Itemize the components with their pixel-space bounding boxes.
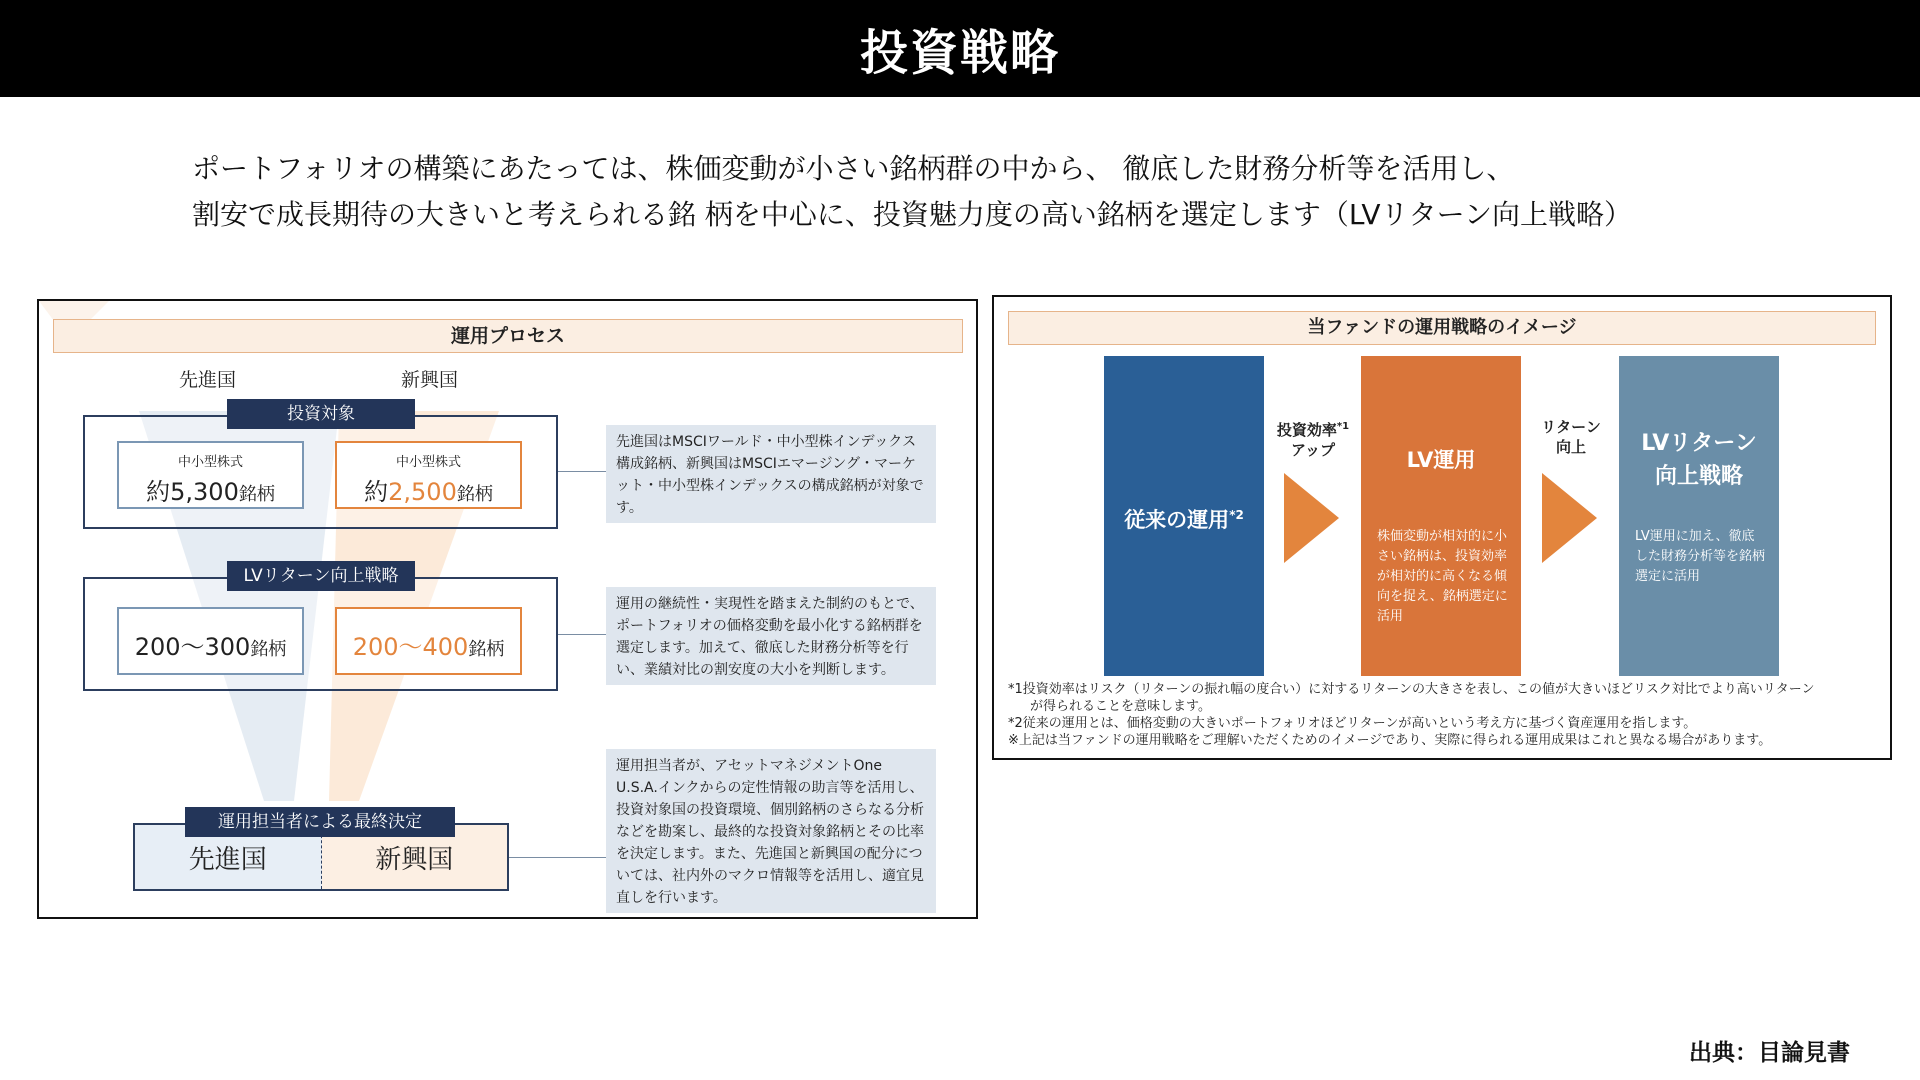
final-decision-desc: 運用担当者が、アセットマネジメントOne U.S.A.インクからの定性情報の助言等を活用し、投資対象国の投資環境、個別銘柄のさらなる分析などを勘案し、最終的な投資対象銘柄とその比率を決定します。また、先進国と新興国の配分については、社内外のマクロ情報等を活用し、適宜見直しを行います。 [606,749,936,913]
arrow-right-icon [1284,473,1339,563]
footnote-1b: が得られることを意味します。 [1030,699,1211,714]
footnote-2: *2従来の運用とは、価格変動の大きいポートフォリオほどリターンが高いという考え方に基づく資産運用を指します。 [1008,716,1697,731]
emerging-lv-box [335,607,522,675]
return-label-line2: 向上 [1555,438,1586,456]
emerging-label: 新興国 [401,369,459,391]
investment-target-tab: 投資対象 [227,399,415,429]
lv-return-column [1619,356,1779,676]
developed-target-count [119,472,302,507]
emerging-target-count [337,472,520,507]
intro-text [192,146,1842,238]
return-up-label [1526,417,1616,457]
emerging-target-type: 中小型株式 [395,455,461,470]
developed-label: 先進国 [179,369,237,391]
final-developed: 先進国 [135,825,322,889]
emerging-value: 2,500 [388,478,457,506]
footnotes [1008,681,1888,749]
arrow-right-icon [1542,473,1597,563]
efficiency-label-line2: アップ [1291,441,1335,459]
emerging-target-box [335,441,522,509]
connector-line [509,857,606,858]
emerging-lv-unit: 銘柄 [468,639,505,660]
source-label: 出典：目論見書 [1689,1040,1850,1066]
developed-prefix: 約 [146,478,171,506]
lv-return-title-1: LVリターン [1641,431,1757,456]
title-bar [0,0,1920,97]
footnote-1a: *1投資効率はリスク（リターンの振れ幅の度合い）に対するリターンの大きさを表し、この値が大きいほどリスク対比でより高いリターン [1008,682,1815,697]
lv-strategy-desc: 運用の継続性・実現性を踏まえた制約のもとで、ポートフォリオの価格変動を最小化する銘柄群を選定します。加えて、徹底した財務分析等を行い、業績対比の割安度の大小を判断します。 [606,587,936,685]
efficiency-label-text: 投資効率 [1276,421,1337,439]
developed-unit: 銘柄 [238,484,275,505]
traditional-column [1104,356,1264,676]
intro-line-2: 割安で成長期待の大きいと考えられる銘 柄を中心に、投資魅力度の高い銘柄を選定します（LVリターン向上戦略） [192,198,1633,231]
emerging-unit: 銘柄 [456,484,493,505]
emerging-prefix: 約 [364,478,389,506]
developed-target-type: 中小型株式 [177,455,243,470]
lv-column [1361,356,1521,676]
return-label-line1: リターン [1541,418,1601,436]
traditional-title [1104,504,1264,534]
lv-title: LV運用 [1406,448,1476,472]
developed-lv-value: 200～300 [134,633,251,661]
developed-value: 5,300 [170,478,239,506]
efficiency-up-label [1268,417,1358,460]
lv-note: 株価変動が相対的に小さい銘柄は、投資効率が相対的に高くなる傾向を捉え、銘柄選定に活用 [1377,529,1508,624]
traditional-title-text: 従来の運用 [1124,508,1230,532]
traditional-title-sup: *2 [1229,508,1244,522]
process-header: 運用プロセス [53,319,963,353]
connector-line [558,634,606,635]
lv-return-note: LV運用に加え、徹底した財務分析等を銘柄選定に活用 [1635,529,1766,584]
final-decision-tab: 運用担当者による最終決定 [185,807,455,837]
developed-lv-count [119,627,302,662]
strategy-image-panel [992,295,1892,760]
final-emerging: 新興国 [322,825,508,889]
lv-return-title-2: 向上戦略 [1654,464,1743,489]
emerging-lv-value: 200～400 [352,633,469,661]
footnote-3: ※上記は当ファンドの運用戦略をご理解いただくためのイメージであり、実際に得られる運用成果はこれと異なる場合があります。 [1008,733,1772,748]
emerging-lv-count [337,627,520,662]
developed-lv-unit: 銘柄 [250,639,287,660]
investment-target-desc: 先進国はMSCIワールド・中小型株インデックス構成銘柄、新興国はMSCIエマージング・マーケット・中小型株インデックスの構成銘柄が対象です。 [606,425,936,523]
developed-target-box [117,441,304,509]
connector-line [558,471,606,472]
page-title: 投資戦略 [859,25,1060,81]
developed-lv-box [117,607,304,675]
intro-line-1: ポートフォリオの構築にあたっては、株価変動が小さい銘柄群の中から、 徹底した財務分析等を活用し、 [192,152,1515,185]
efficiency-label-sup: *1 [1336,421,1350,432]
process-panel [37,299,978,919]
lv-strategy-tab: LVリターン向上戦略 [227,561,415,591]
strategy-image-header: 当ファンドの運用戦略のイメージ [1008,311,1876,345]
efficiency-label-line1 [1268,417,1358,440]
